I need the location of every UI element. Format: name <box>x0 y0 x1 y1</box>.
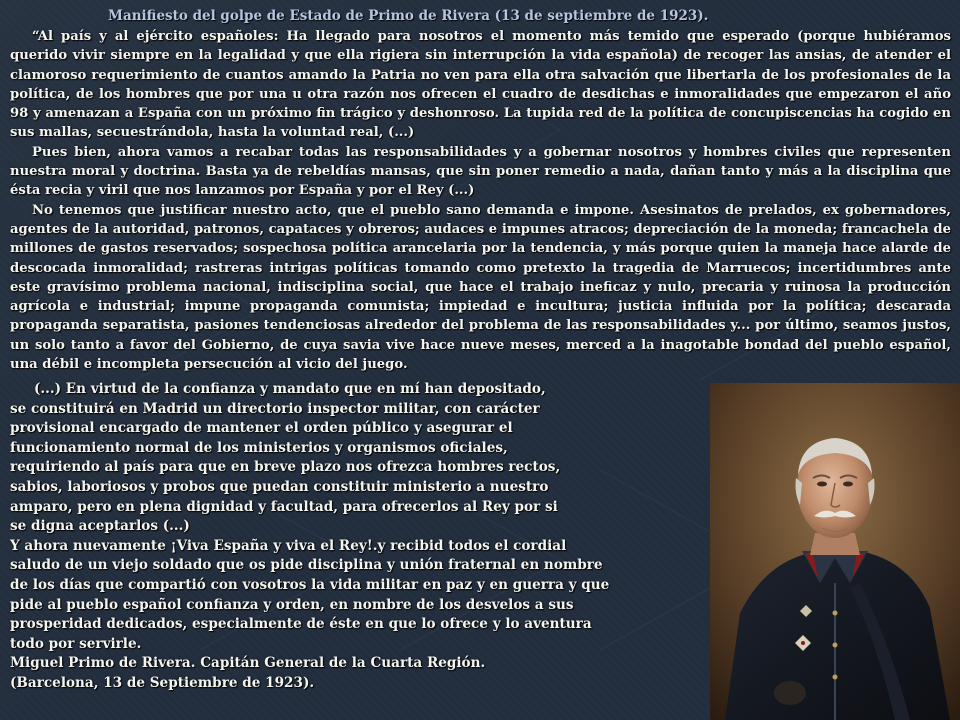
closing-line: saludo de un viejo soldado que os pide disciplina y unión fraternal en nombre <box>10 557 603 574</box>
closing-line: se digna aceptarlos (...) <box>10 518 190 535</box>
paragraph-responsibilities: Pues bien, ahora vamos a recabar todas las responsabilidades y a gobernar nosotros y hombres civiles que representen nuestra moral y doctrina. Basta ya de rebeldías mansas, que sin poner remedio a nada, dañan tanto y más a la disciplina que ésta recia y viril que nos lanzamos por España y por el Rey (...) <box>10 144 951 199</box>
paragraph-justification: No tenemos que justificar nuestro acto, que el pueblo sano demanda e impone. Asesinatos de prelados, ex gobernadores, agentes de la autoridad, patronos, capataces y obreros; audaces e impunes atracos; depreciación de la moneda; francachela de millones de gastos reservados; sospechosa política arancelaria por la tendencia, y más porque quien la maneja hace alarde de descocada inmoralidad; rastreras intrigas políticas tomando como pretexto la tragedia de Marruecos; incertidumbres ante este gravísimo problema nacional, indisciplina social, que hace el trabajo ineficaz y nulo, precaria y ruinosa la producción agrícola e industrial; impune propaganda comunista; impiedad e incultura; justicia influida por la política; descarada propaganda separatista, pasiones tendenciosas alrededor del problema de las responsabilidades y... por último, seamos justos, un solo tanto a favor del Gobierno, de cuya savia vive hace nueve meses, merced a la inagotable bondad del pueblo español, una débil e incompleta persecución al vicio del juego. <box>10 202 951 373</box>
closing-line: Y ahora nuevamente ¡Viva España y viva el Rey!.y recibid todos el cordial <box>10 537 567 554</box>
closing-line: se constituirá en Madrid un directorio inspector militar, con carácter <box>10 400 540 417</box>
manifesto-body <box>10 27 951 374</box>
closing-line: amparo, pero en plena dignidad y facultad, para ofrecerlos al Rey por si <box>10 498 558 515</box>
closing-line: sabios, laboriosos y probos que puedan constituir ministerio a nuestro <box>10 478 549 495</box>
closing-line: pide al pueblo español confianza y orden, en nombre de los desvelos a sus <box>10 596 574 613</box>
closing-line: (...) En virtud de la confianza y mandato que en mí han depositado, <box>34 381 546 397</box>
paragraph-intro: “Al país y al ejército españoles: Ha llegado para nosotros el momento más temido que esperado (porque hubiéramos querido vivir siempre en la legalidad y que ella rigiera sin interrupción la vida española) de recoger las ansias, de atender el clamoroso requerimiento de cuantos amando la Patria no ven para ella otra salvación que libertarla de los profesionales de la política, de los hombres que por una u otra razón nos ofrecen el cuadro de desdichas e inmoralidades que empezaron el año 98 y amenazan a España con un próximo fin trágico y deshonroso. La tupida red de la política de concupiscencias ha cogido en sus mallas, secuestrándola, hasta la voluntad real, (...) <box>10 29 951 141</box>
closing-line: todo por servirle. <box>10 635 142 652</box>
closing-line: requiriendo al país para que en breve plazo nos ofrezca hombres rectos, <box>10 459 561 476</box>
manifesto-closing <box>10 380 610 694</box>
closing-line: provisional encargado de mantener el orden público y asegurar el <box>10 420 513 437</box>
portrait-image <box>710 383 960 720</box>
signature-line: Miguel Primo de Rivera. Capitán General de la Cuarta Región. <box>10 655 486 672</box>
closing-line: de los días que compartió con vosotros la vida militar en paz y en guerra y que <box>10 576 610 593</box>
closing-line: funcionamiento normal de los ministerios y organismos oficiales, <box>10 439 508 456</box>
document-title: Manifiesto del golpe de Estado de Primo de Rivera (13 de septiembre de 1923). <box>108 8 709 24</box>
closing-line: prosperidad dedicados, especialmente de éste en que lo ofrece y lo aventura <box>10 616 592 633</box>
date-line: (Barcelona, 13 de Septiembre de 1923). <box>10 674 315 691</box>
portrait-painting <box>710 383 960 720</box>
